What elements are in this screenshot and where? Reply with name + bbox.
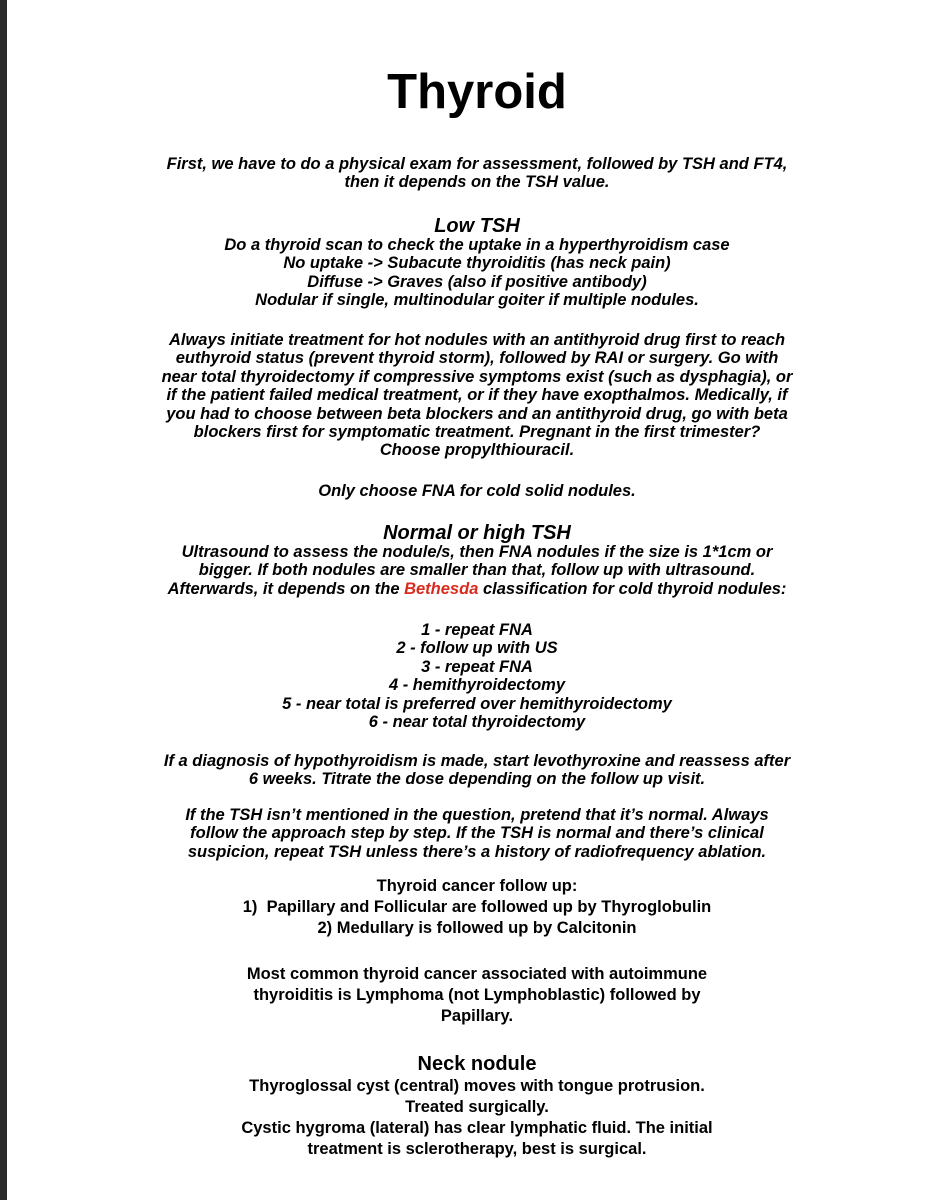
treatment-line: blockers first for symptomatic treatment. Pregnant in the first trimester? — [193, 423, 761, 442]
cancer-followup-heading: Thyroid cancer follow up: — [376, 877, 578, 895]
hot-nodule-treatment-paragraph — [7, 331, 947, 460]
bethesda-item: 5 - near total is preferred over hemithyroidectomy — [282, 694, 672, 713]
neck-nodule-line: Cystic hygroma (lateral) has clear lymphatic fluid. The initial — [241, 1119, 713, 1137]
treatment-line: near total thyroidectomy if compressive symptoms exist (such as dysphagia), or — [161, 367, 793, 386]
bethesda-pre-text: Afterwards, it depends on the — [167, 579, 405, 598]
lymphoma-line: Most common thyroid cancer associated with autoimmune — [246, 965, 708, 983]
neck-nodule-line: Thyroglossal cyst (central) moves with tongue protrusion. — [249, 1077, 705, 1095]
tsh-note-line: suspicion, repeat TSH unless there’s a history of radiofrequency ablation. — [187, 842, 767, 861]
hypothyroid-line: If a diagnosis of hypothyroidism is made, start levothyroxine and reassess after — [163, 752, 791, 770]
low-tsh-line: Diffuse -> Graves (also if positive antibody) — [307, 272, 647, 291]
low-tsh-steps — [7, 236, 947, 310]
bethesda-item: 6 - near total thyroidectomy — [368, 713, 586, 732]
item-text: Papillary and Follicular are followed up by Thyroglobulin — [266, 898, 712, 916]
low-tsh-line: Nodular if single, multinodular goiter if multiple nodules. — [255, 291, 699, 310]
bethesda-item: 2 - follow up with US — [396, 639, 558, 658]
neck-nodule-paragraph — [7, 1076, 947, 1160]
low-tsh-line: No uptake -> Subacute thyroiditis (has neck pain) — [283, 254, 671, 273]
lymphoma-line: Papillary. — [440, 1007, 514, 1025]
bethesda-highlight: Bethesda — [404, 579, 479, 598]
treatment-line: if the patient failed medical treatment, or if they have exopthalmos. Medically, if — [166, 386, 788, 405]
ultrasound-line — [7, 580, 947, 598]
cancer-followup-section — [7, 876, 947, 939]
cancer-followup-item — [7, 918, 947, 939]
page-edge-shadow — [0, 0, 7, 1200]
fna-note — [7, 482, 947, 500]
cancer-followup-item — [7, 897, 947, 918]
tsh-note-line: If the TSH isn’t mentioned in the question, pretend that it’s normal. Always — [185, 806, 769, 824]
low-tsh-heading: Low TSH — [434, 215, 520, 237]
normal-high-tsh-heading: Normal or high TSH — [383, 522, 571, 544]
document-page — [7, 0, 947, 1200]
low-tsh-line: Do a thyroid scan to check the uptake in a hyperthyroidism case — [224, 236, 730, 254]
item-number: 2) — [317, 919, 333, 937]
bethesda-item: 1 - repeat FNA — [421, 621, 533, 639]
page-title: Thyroid — [387, 65, 567, 119]
ultrasound-paragraph — [7, 543, 947, 598]
bethesda-item: 3 - repeat FNA — [421, 657, 533, 676]
neck-nodule-heading: Neck nodule — [417, 1053, 537, 1075]
neck-nodule-line: treatment is sclerotherapy, best is surgical. — [307, 1140, 647, 1158]
treatment-line: you had to choose between beta blockers and an antithyroid drug, go with beta — [166, 404, 788, 423]
treatment-line: euthyroid status (prevent thyroid storm), followed by RAI or surgery. Go with — [175, 349, 779, 368]
ultrasound-line: bigger. If both nodules are smaller than that, follow up with ultrasound. — [198, 561, 756, 580]
lymphoma-line: thyroiditis is Lymphoma (not Lymphoblastic) followed by — [253, 986, 701, 1004]
intro-line: First, we have to do a physical exam for assessment, followed by TSH and FT4, — [166, 155, 788, 173]
treatment-line: Always initiate treatment for hot nodules with an antithyroid drug first to reach — [168, 331, 786, 349]
neck-nodule-line: Treated surgically. — [405, 1098, 549, 1116]
intro-line: then it depends on the TSH value. — [344, 173, 610, 192]
bethesda-item: 4 - hemithyroidectomy — [388, 676, 566, 695]
item-text: Medullary is followed up by Calcitonin — [336, 919, 637, 937]
intro-paragraph — [7, 155, 947, 192]
lymphoma-paragraph — [7, 964, 947, 1027]
treatment-line: Choose propylthiouracil. — [379, 441, 575, 460]
tsh-note-line: follow the approach step by step. If the TSH is normal and there’s clinical — [190, 824, 764, 843]
bethesda-list — [7, 621, 947, 731]
hypothyroidism-paragraph — [7, 752, 947, 789]
item-number: 1) — [242, 898, 258, 916]
tsh-note-paragraph — [7, 806, 947, 861]
ultrasound-line: Ultrasound to assess the nodule/s, then FNA nodules if the size is 1*1cm or — [181, 543, 773, 561]
bethesda-post-text: classification for cold thyroid nodules: — [478, 579, 787, 598]
hypothyroid-line: 6 weeks. Titrate the dose depending on the follow up visit. — [248, 770, 706, 789]
fna-note-text: Only choose FNA for cold solid nodules. — [318, 482, 636, 500]
